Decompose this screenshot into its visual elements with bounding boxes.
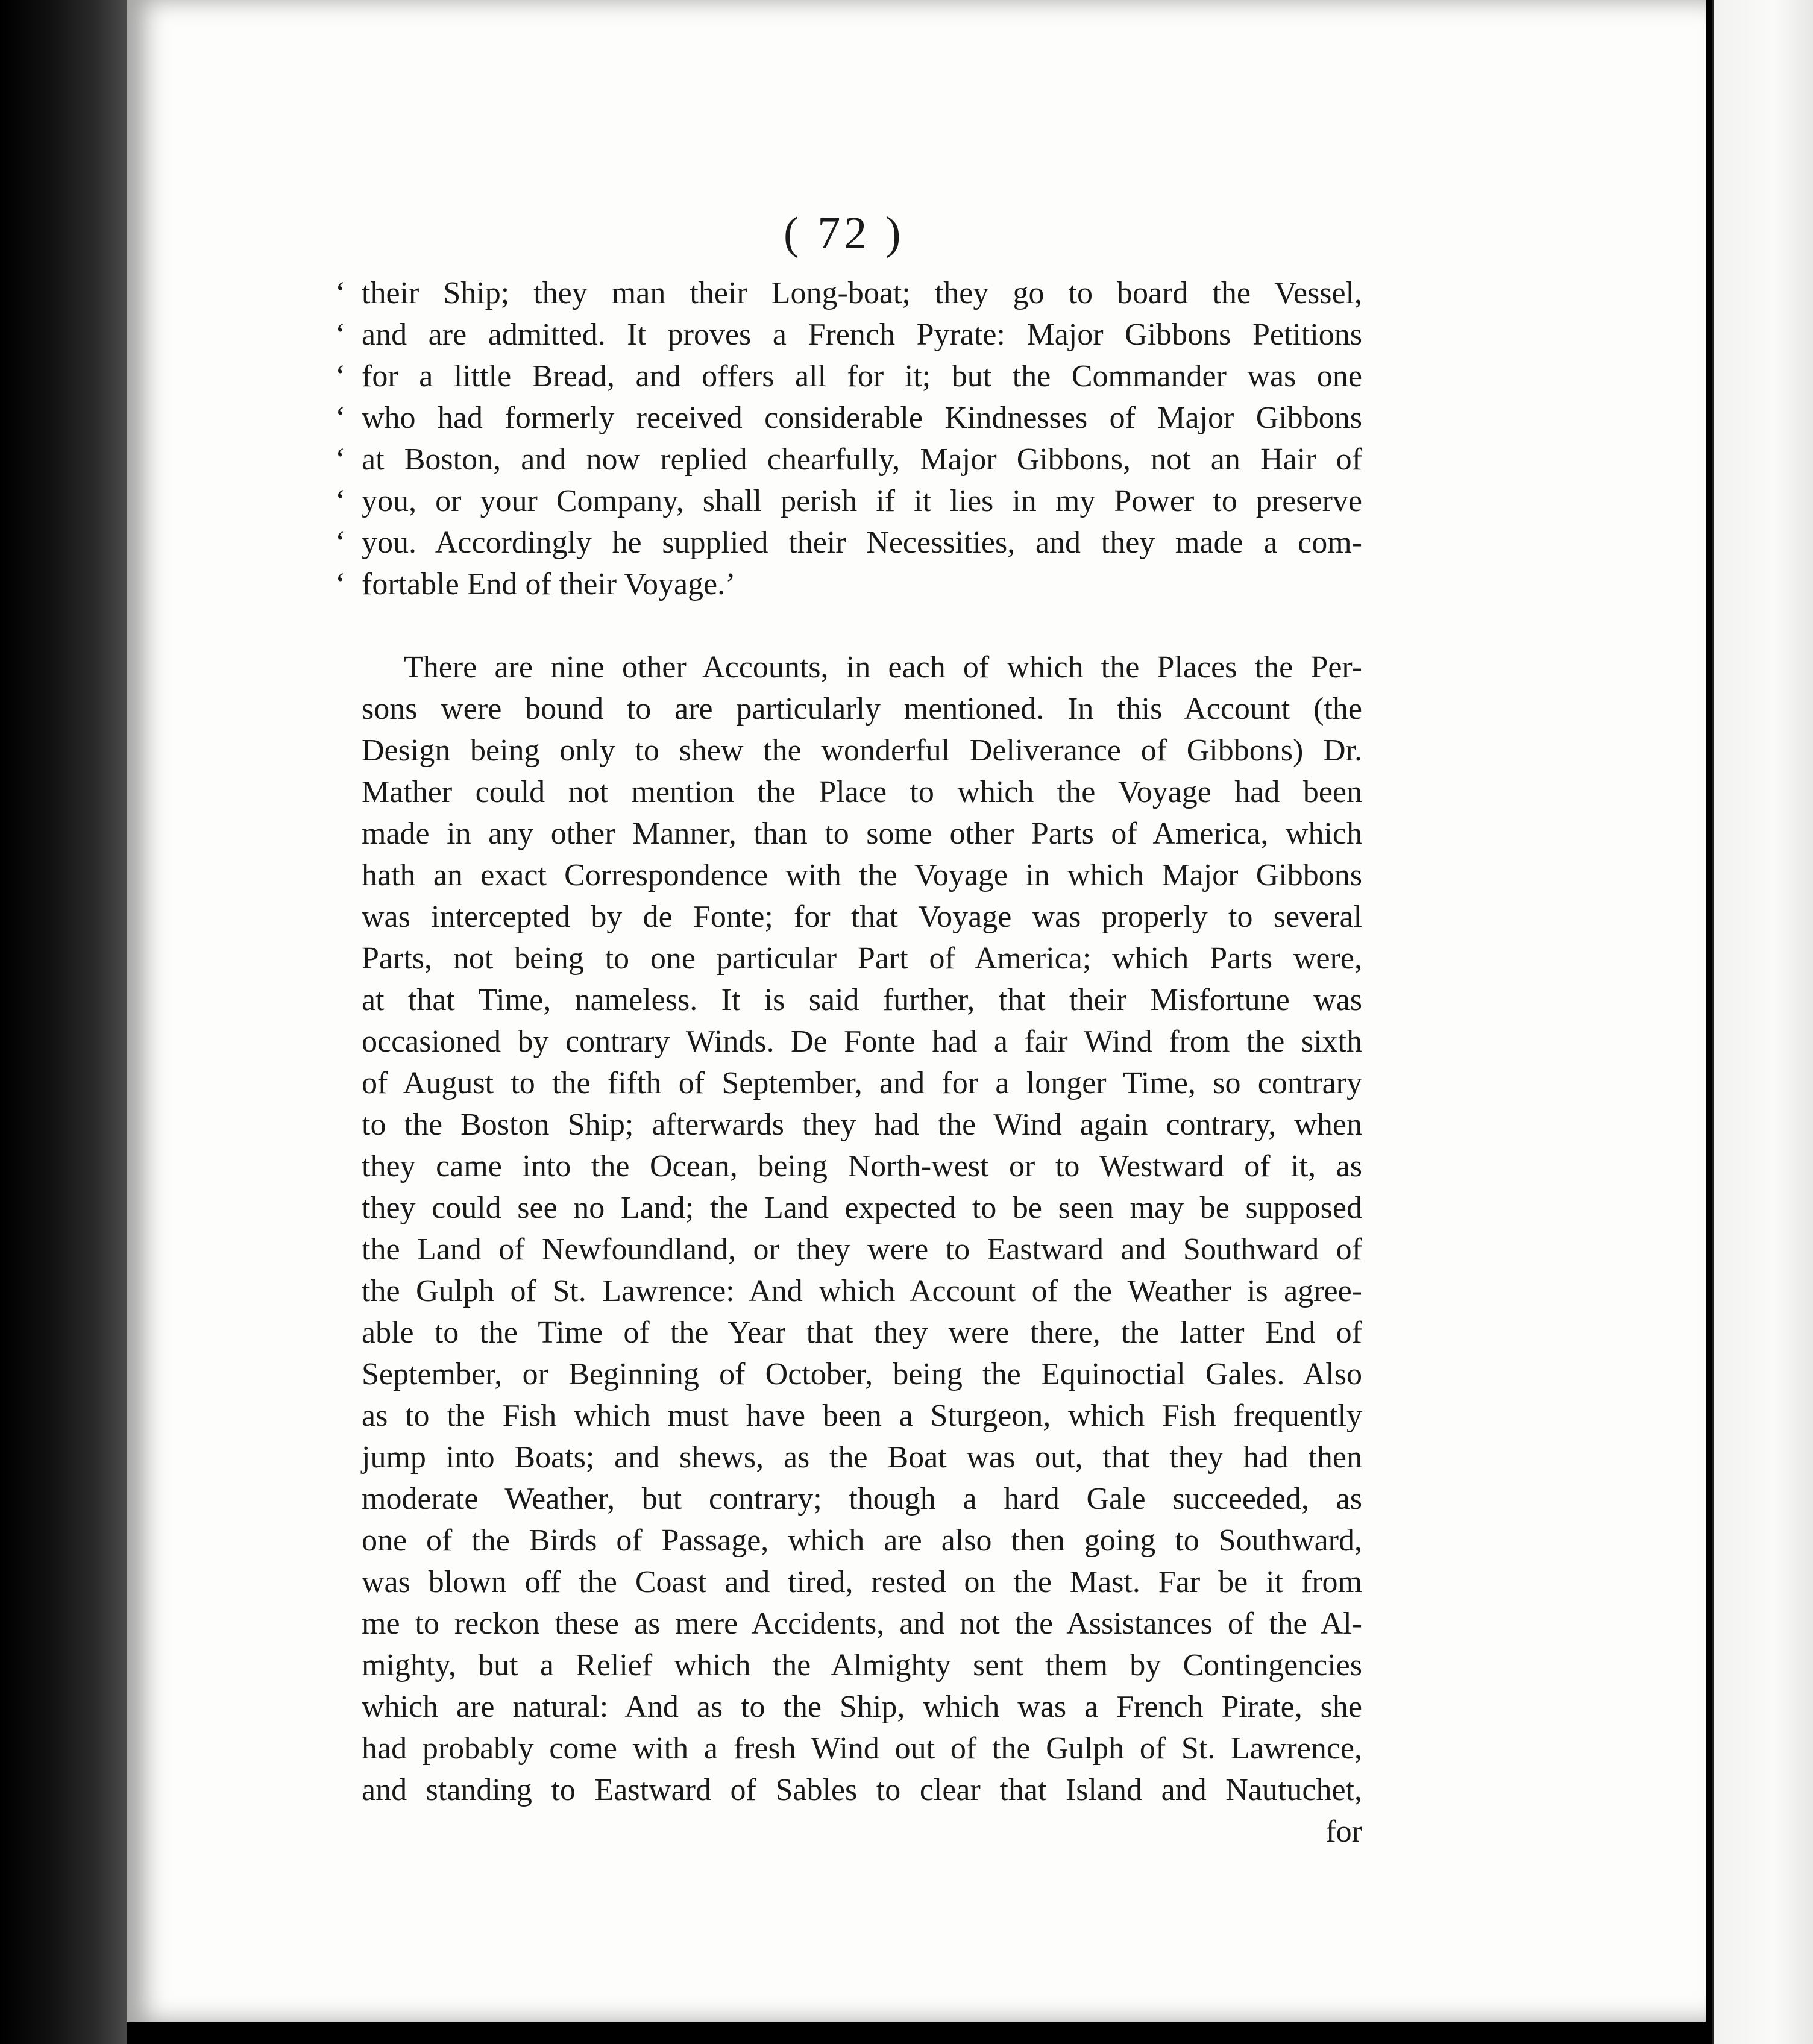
paragraph-line: made in any other Manner, than to some other Parts of America, which (362, 817, 1362, 851)
paragraph-line: as to the Fish which must have been a Sturgeon, which Fish frequently (362, 1399, 1362, 1433)
quoted-line: ‘ fortable End of their Voyage.’ (362, 563, 1362, 605)
quoted-line: ‘ their Ship; they man their Long-boat; they go to board the Vessel, (362, 272, 1362, 314)
paragraph-line: hath an exact Correspondence with the Voyage in which Major Gibbons (362, 858, 1362, 892)
paragraph-line: had probably come with a fresh Wind out of the Gulph of St. Lawrence, (362, 1731, 1362, 1766)
paragraph-line: There are nine other Accounts, in each of which the Places the Per- (404, 650, 1362, 685)
quoted-line: ‘ at Boston, and now replied chearfully, Major Gibbons, not an Hair of (362, 439, 1362, 480)
paragraph-line: Design being only to shew the wonderful Deliverance of Gibbons) Dr. (362, 733, 1362, 768)
text-block (335, 272, 1362, 1852)
paragraph-line: one of the Birds of Passage, which are also then going to Southward, (362, 1523, 1362, 1558)
paragraph-line: they could see no Land; the Land expected to be seen may be supposed (362, 1191, 1362, 1225)
page-gutter (1706, 0, 1712, 2044)
quote-mark: ‘ (335, 484, 346, 518)
page-number: ( 72 ) (784, 208, 905, 259)
body-paragraph (362, 647, 1362, 1852)
paragraph-line: and standing to Eastward of Sables to clear that Island and Nautuchet, (362, 1773, 1362, 1807)
paragraph-line: at that Time, nameless. It is said further, that their Misfortune was (362, 983, 1362, 1017)
catchword: for (1325, 1814, 1362, 1849)
quote-mark: ‘ (335, 525, 346, 560)
quoted-line: ‘ and are admitted. It proves a French Pyrate: Major Gibbons Petitions (362, 314, 1362, 356)
quoted-line: ‘ for a little Bread, and offers all for it; but the Commander was one (362, 356, 1362, 397)
quoted-line: ‘ who had formerly received considerable Kindnesses of Major Gibbons (362, 397, 1362, 439)
paragraph-line: Parts, not being to one particular Part of America; which Parts were, (362, 941, 1362, 976)
paragraph-line: the Land of Newfoundland, or they were to Eastward and Southward of (362, 1232, 1362, 1267)
paragraph-line: was intercepted by de Fonte; for that Voyage was properly to several (362, 900, 1362, 934)
paragraph-line: mighty, but a Relief which the Almighty sent them by Contingencies (362, 1648, 1362, 1682)
paragraph-line: occasioned by contrary Winds. De Fonte had a fair Wind from the sixth (362, 1024, 1362, 1059)
paragraph-line: to the Boston Ship; afterwards they had the Wind again contrary, when (362, 1108, 1362, 1142)
quoted-line: ‘ you, or your Company, shall perish if it lies in my Power to preserve (362, 480, 1362, 522)
quoted-passage (335, 272, 1362, 605)
facing-page-edge (1712, 0, 1813, 2044)
quote-mark: ‘ (335, 567, 346, 601)
quoted-line: ‘ you. Accordingly he supplied their Necessities, and they made a com- (362, 522, 1362, 563)
paragraph-line: September, or Beginning of October, being the Equinoctial Gales. Also (362, 1357, 1362, 1391)
paragraph-line: they came into the Ocean, being North-west or to Westward of it, as (362, 1149, 1362, 1183)
paragraph-line: jump into Boats; and shews, as the Boat was out, that they had then (362, 1440, 1362, 1475)
paragraph-gap (362, 605, 1362, 647)
book-binding-shadow (0, 0, 127, 2044)
paragraph-line: was blown off the Coast and tired, rested on the Mast. Far be it from (362, 1565, 1362, 1599)
quote-mark: ‘ (335, 276, 346, 310)
paragraph-line: sons were bound to are particularly mentioned. In this Account (the (362, 692, 1362, 726)
paragraph-line: Mather could not mention the Place to which the Voyage had been (362, 775, 1362, 809)
quote-mark: ‘ (335, 401, 346, 435)
paragraph-line: moderate Weather, but contrary; though a hard Gale succeeded, as (362, 1482, 1362, 1516)
paragraph-line: me to reckon these as mere Accidents, and not the Assistances of the Al- (362, 1607, 1362, 1641)
quote-mark: ‘ (335, 442, 346, 477)
paragraph-line: able to the Time of the Year that they were there, the latter End of (362, 1315, 1362, 1350)
paragraph-line: which are natural: And as to the Ship, which was a French Pirate, she (362, 1690, 1362, 1724)
paragraph-line: of August to the fifth of September, and for a longer Time, so contrary (362, 1066, 1362, 1100)
quote-mark: ‘ (335, 318, 346, 352)
paragraph-line: the Gulph of St. Lawrence: And which Account of the Weather is agree- (362, 1274, 1362, 1308)
quote-mark: ‘ (335, 359, 346, 393)
